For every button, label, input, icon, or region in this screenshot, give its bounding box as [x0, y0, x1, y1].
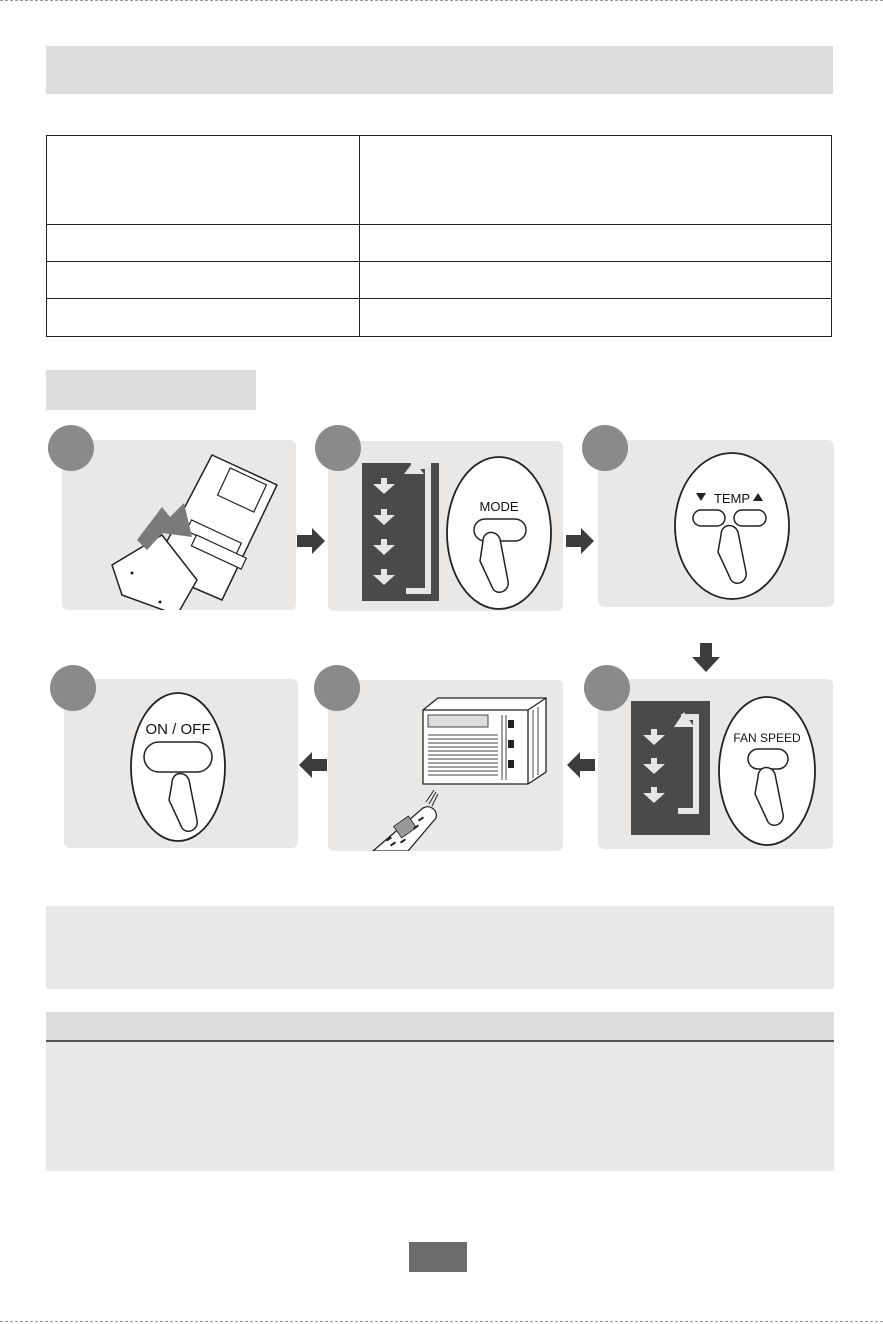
subsection-header-tab	[46, 370, 256, 410]
step-2-badge	[315, 425, 361, 471]
mode-button-label: MODE	[479, 499, 519, 514]
temp-button-label: TEMP	[713, 491, 751, 506]
info-section-body	[46, 1042, 834, 1171]
step-1-badge	[48, 425, 94, 471]
step-1-panel	[62, 440, 296, 610]
table-cell-left	[47, 136, 360, 225]
step-5-panel	[328, 680, 563, 851]
step-5-badge	[314, 665, 360, 711]
table-cell-right	[360, 225, 832, 262]
table-cell-left	[47, 299, 360, 337]
right-arrow-icon	[566, 528, 596, 554]
step-6-panel	[64, 679, 298, 848]
remote-battery-illustration	[62, 440, 296, 610]
down-arrow-icon	[692, 643, 720, 673]
on-off-button-label: ON / OFF	[145, 721, 211, 738]
step-6-badge	[50, 665, 96, 711]
left-arrow-icon	[567, 752, 597, 778]
left-arrow-icon	[299, 752, 329, 778]
table-cell-left	[47, 262, 360, 299]
fan-speed-button-label: FAN SPEED	[733, 731, 801, 745]
step-2-panel	[328, 441, 563, 611]
step-4-badge	[584, 665, 630, 711]
note-box	[46, 906, 834, 989]
temp-adjust-illustration	[598, 440, 834, 607]
air-conditioner-illustration	[328, 680, 563, 851]
on-off-illustration	[64, 679, 298, 848]
table-row	[47, 136, 832, 225]
spec-table	[46, 135, 832, 337]
page-top-cut-line	[0, 0, 883, 1]
mode-select-illustration	[328, 441, 563, 611]
page-bottom-cut-line	[0, 1321, 883, 1322]
fan-speed-illustration	[598, 679, 833, 849]
table-row	[47, 225, 832, 262]
table-row	[47, 299, 832, 337]
table-row	[47, 262, 832, 299]
page-number-tab	[409, 1242, 467, 1272]
info-section-header	[46, 1012, 834, 1042]
table-cell-right	[360, 299, 832, 337]
section-header-bar	[46, 46, 833, 94]
step-3-badge	[582, 425, 628, 471]
table-cell-left	[47, 225, 360, 262]
table-cell-right	[360, 262, 832, 299]
step-4-panel	[598, 679, 833, 849]
right-arrow-icon	[297, 528, 327, 554]
table-cell-right	[360, 136, 832, 225]
step-3-panel	[598, 440, 834, 607]
